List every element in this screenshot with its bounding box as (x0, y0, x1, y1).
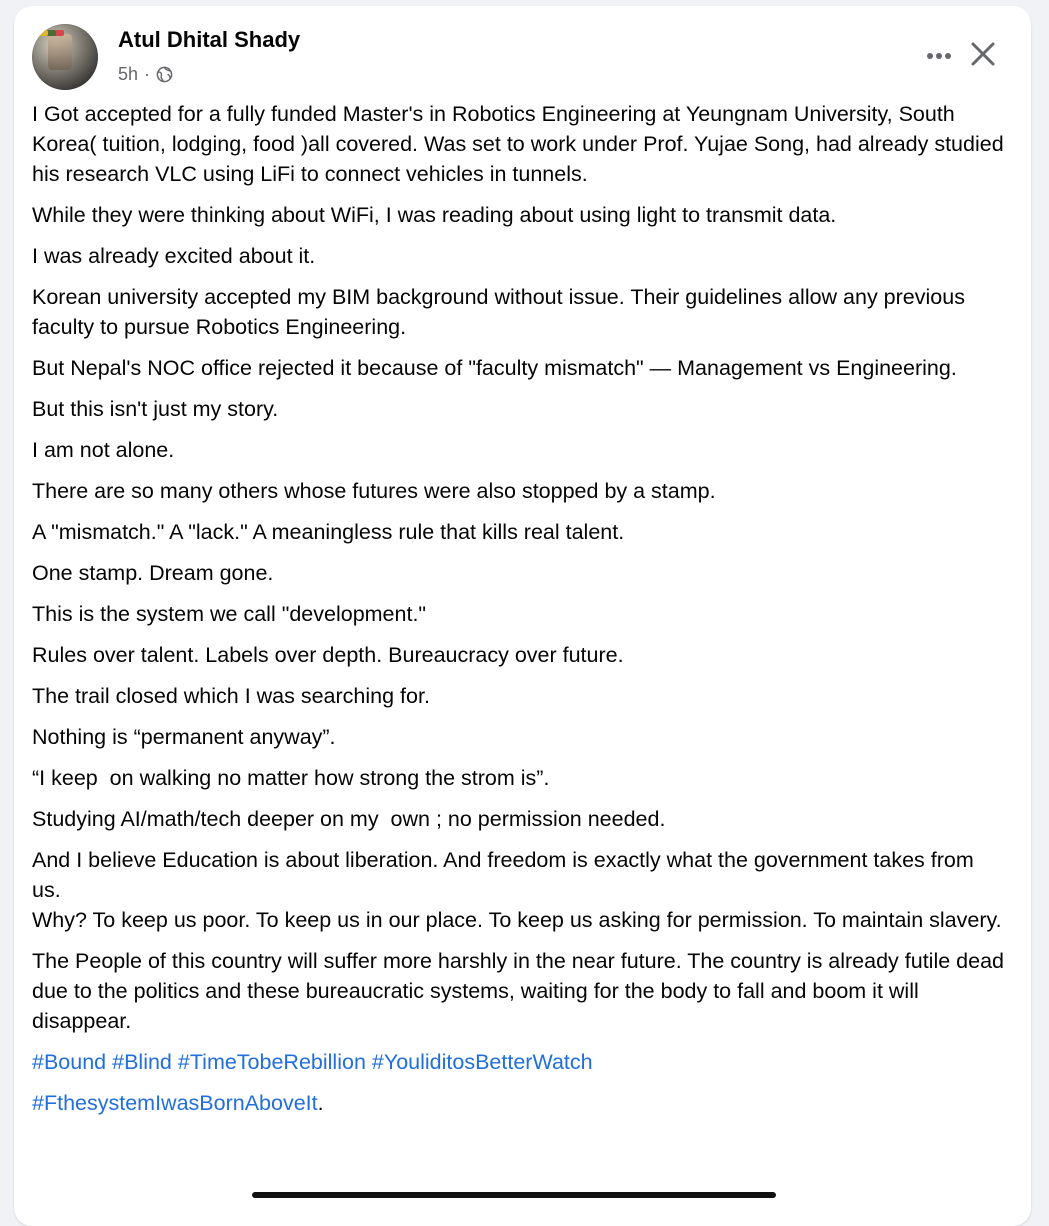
hashtag-section (32, 1047, 1007, 1118)
hashtag-blind[interactable]: #Blind (112, 1050, 172, 1074)
post-paragraph: The trail closed which I was searching for. (32, 684, 430, 708)
bottom-strip (252, 1192, 776, 1198)
post-paragraph: Nothing is “permanent anyway”. (32, 725, 336, 749)
post-paragraph: But Nepal's NOC office rejected it because of "faculty mismatch" — Management vs Engineering. (32, 356, 957, 380)
post-paragraph: Rules over talent. Labels over depth. Bureaucracy over future. (32, 643, 624, 667)
post-content (32, 99, 1010, 1129)
hashtag-row (32, 1088, 1007, 1118)
post-card (14, 6, 1031, 1226)
more-options-icon (926, 47, 952, 65)
close-icon (970, 41, 996, 72)
hashtag-youliditos-better-watch[interactable]: #YouliditosBetterWatch (371, 1050, 593, 1074)
hashtag-time-to-be-rebillion[interactable]: #TimeTobeRebillion (177, 1050, 366, 1074)
hashtag-fthesystem[interactable]: #FthesystemIwasBornAboveIt (32, 1091, 318, 1115)
post-paragraph: Korean university accepted my BIM background without issue. Their guidelines allow any previous faculty to pursue Robotics Engineering. (32, 285, 971, 339)
post-paragraph: I was already excited about it. (32, 244, 316, 268)
meta-separator: · (144, 64, 151, 84)
post-paragraph: And I believe Education is about liberation. And freedom is exactly what the government takes from us. (32, 848, 980, 902)
post-meta (118, 64, 173, 85)
post-paragraph: But this isn't just my story. (32, 397, 279, 421)
post-paragraph: A "mismatch." A "lack." A meaningless rule that kills real talent. (32, 520, 625, 544)
post-paragraph: I Got accepted for a fully funded Master's in Robotics Engineering at Yeungnam University, South Korea( tuition, lodging, food )all covered. Was set to work under Prof. Yujae Song, had already studied his research VLC using LiFi to connect vehicles in tunnels. (32, 102, 1010, 186)
post-timestamp[interactable]: 5h (118, 64, 139, 84)
hashtag-suffix: . (317, 1091, 324, 1115)
globe-icon[interactable] (156, 66, 173, 83)
post-paragraph: Studying AI/math/tech deeper on my own ; no permission needed. (32, 807, 666, 831)
post-paragraph: “I keep on walking no matter how strong the strom is”. (32, 766, 550, 790)
author-name[interactable]: Atul Dhital Shady (118, 27, 301, 52)
post-paragraph: Why? To keep us poor. To keep us in our place. To keep us asking for permission. To maintain slavery. (32, 908, 1002, 932)
post-paragraph: While they were thinking about WiFi, I was reading about using light to transmit data. (32, 203, 837, 227)
hashtag-row (32, 1047, 1007, 1077)
more-options-button[interactable] (919, 38, 959, 74)
post-paragraph: I am not alone. (32, 438, 175, 462)
post-paragraph: This is the system we call "development." (32, 602, 427, 626)
hashtag-bound[interactable]: #Bound (32, 1050, 107, 1074)
post-header (32, 24, 1013, 94)
post-paragraph: One stamp. Dream gone. (32, 561, 274, 585)
avatar[interactable] (32, 24, 98, 90)
post-paragraph: The People of this country will suffer more harshly in the near future. The country is already futile dead due to the politics and these bureaucratic systems, waiting for the body to fall and boom it will disappear. (32, 949, 1010, 1033)
close-button[interactable] (961, 34, 1005, 78)
post-paragraph: There are so many others whose futures were also stopped by a stamp. (32, 479, 716, 503)
